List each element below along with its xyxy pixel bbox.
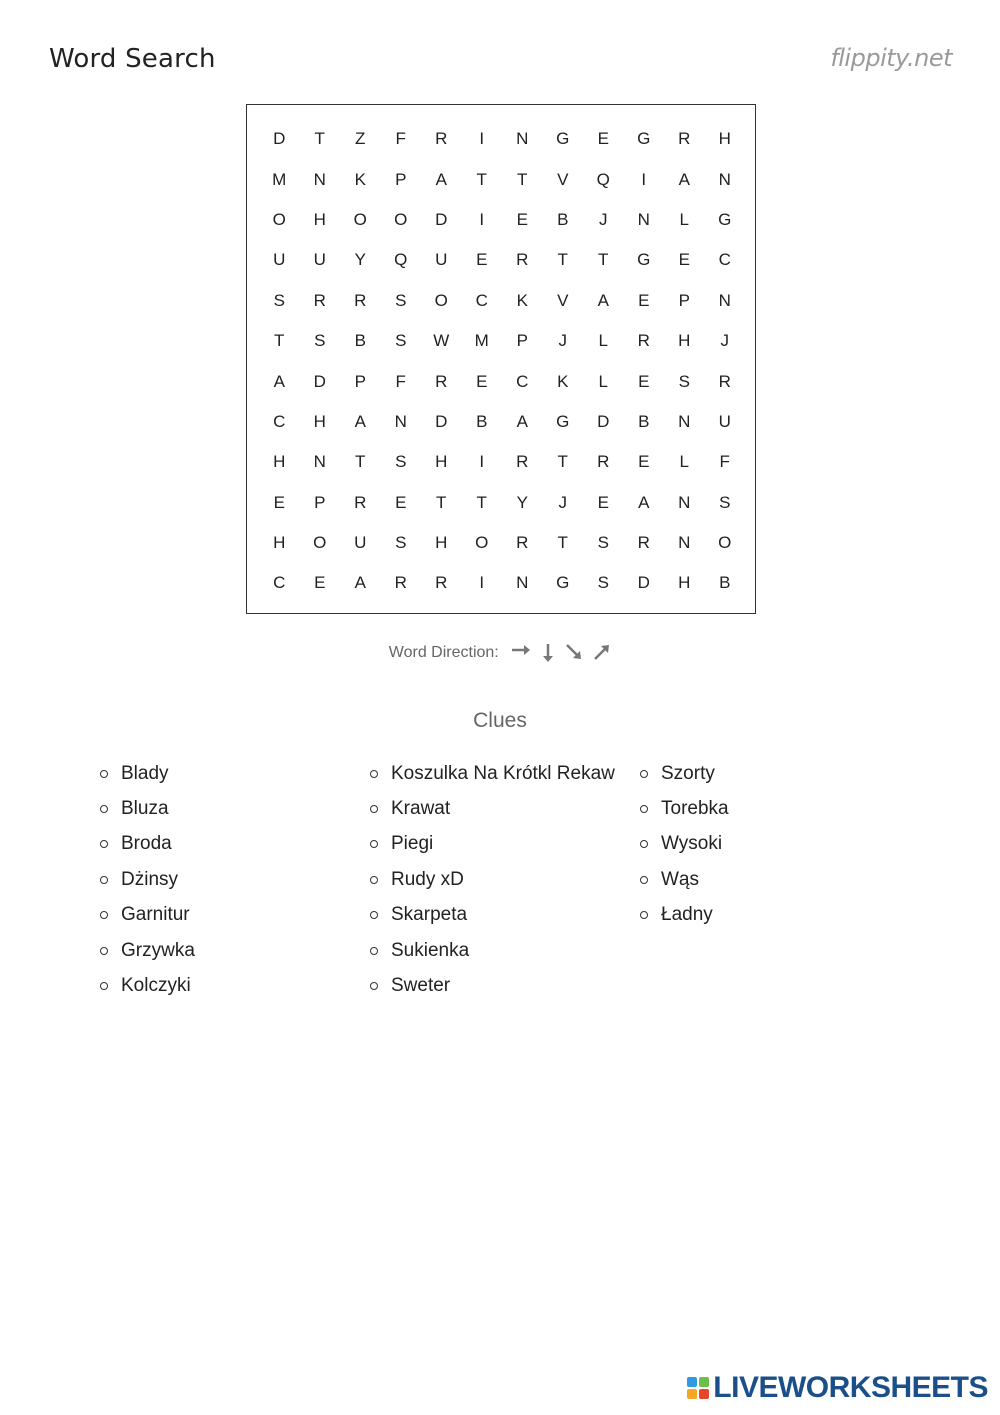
grid-letter[interactable]: T xyxy=(517,169,528,189)
grid-letter[interactable]: G xyxy=(556,129,570,149)
grid-letter[interactable]: D xyxy=(273,129,286,149)
grid-letter[interactable]: R xyxy=(516,452,529,472)
bullet-icon xyxy=(100,805,108,813)
flippity-logo: flippity.net xyxy=(830,44,952,72)
grid-letter[interactable]: N xyxy=(678,411,691,431)
grid-letter[interactable]: H xyxy=(273,533,286,553)
grid-letter[interactable]: R xyxy=(435,129,448,149)
grid-letter[interactable]: R xyxy=(354,492,367,512)
grid-letter[interactable]: R xyxy=(516,250,529,270)
grid-letter[interactable]: O xyxy=(313,533,327,553)
bullet-icon xyxy=(640,805,648,813)
clue-item xyxy=(640,791,729,826)
clue-text: Krawat xyxy=(391,798,451,820)
grid-letter[interactable]: D xyxy=(435,209,448,229)
grid-letter[interactable]: R xyxy=(516,533,529,553)
letter-grid xyxy=(246,104,756,614)
page-title: Word Search xyxy=(49,44,216,74)
grid-letter[interactable]: H xyxy=(678,573,691,593)
bullet-icon xyxy=(100,770,108,778)
bullet-icon xyxy=(100,982,108,990)
grid-letter[interactable]: S xyxy=(719,492,731,512)
grid-letter[interactable]: R xyxy=(354,290,367,310)
clue-item xyxy=(370,791,615,826)
grid-letter[interactable]: D xyxy=(435,411,448,431)
grid-letter[interactable]: A xyxy=(678,169,690,189)
grid-letter[interactable]: T xyxy=(436,492,447,512)
grid-letter[interactable]: G xyxy=(637,129,651,149)
grid-letter[interactable]: T xyxy=(557,250,568,270)
grid-letter[interactable]: T xyxy=(557,533,568,553)
grid-letter[interactable]: A xyxy=(516,411,528,431)
grid-letter[interactable]: S xyxy=(678,371,690,391)
grid-letter[interactable]: E xyxy=(678,250,690,270)
grid-letter[interactable]: H xyxy=(435,452,448,472)
arrow-up-right-icon xyxy=(593,643,611,661)
grid-letter[interactable]: U xyxy=(354,533,367,553)
grid-letter[interactable]: S xyxy=(597,533,609,553)
grid-letter[interactable]: O xyxy=(272,209,286,229)
grid-letter[interactable]: K xyxy=(354,169,366,189)
clue-text: Szorty xyxy=(661,762,715,784)
logo-square xyxy=(699,1377,709,1387)
grid-letter[interactable]: T xyxy=(314,129,325,149)
grid-letter[interactable]: B xyxy=(638,411,650,431)
clue-text: Broda xyxy=(121,833,172,855)
clue-item xyxy=(100,933,195,968)
logo-square xyxy=(699,1389,709,1399)
grid-letter[interactable]: M xyxy=(474,331,489,351)
bullet-icon xyxy=(100,876,108,884)
grid-letter[interactable]: R xyxy=(435,573,448,593)
clue-text: Grzywka xyxy=(121,939,195,961)
bullet-icon xyxy=(640,876,648,884)
word-direction xyxy=(0,643,1000,663)
clue-text: Bluza xyxy=(121,798,169,820)
grid-letter[interactable]: A xyxy=(273,371,285,391)
grid-letter[interactable]: I xyxy=(479,573,485,593)
grid-letter[interactable]: H xyxy=(435,533,448,553)
grid-letter[interactable]: A xyxy=(354,411,366,431)
grid-letter[interactable]: S xyxy=(395,452,407,472)
grid-letter[interactable]: J xyxy=(558,492,567,512)
grid-letter[interactable]: U xyxy=(313,250,326,270)
grid-letter[interactable]: S xyxy=(597,573,609,593)
bullet-icon xyxy=(370,840,378,848)
grid-letter[interactable]: D xyxy=(597,411,610,431)
grid-letter[interactable]: P xyxy=(314,492,326,512)
bullet-icon xyxy=(640,770,648,778)
clue-item xyxy=(100,827,195,862)
grid-letter[interactable]: R xyxy=(718,371,731,391)
grid-letter[interactable]: O xyxy=(353,209,367,229)
clue-text: Blady xyxy=(121,762,169,784)
clue-text: Rudy xD xyxy=(391,868,464,890)
clue-item xyxy=(640,862,729,897)
clue-item xyxy=(100,968,195,1003)
arrow-down-icon xyxy=(541,643,555,663)
grid-letter[interactable]: T xyxy=(476,169,487,189)
grid-letter[interactable]: H xyxy=(273,452,286,472)
bullet-icon xyxy=(370,805,378,813)
grid-letter[interactable]: E xyxy=(638,452,650,472)
clue-item xyxy=(100,862,195,897)
bullet-icon xyxy=(370,947,378,955)
grid-letter[interactable]: B xyxy=(719,573,731,593)
grid-letter[interactable]: G xyxy=(637,250,651,270)
grid-letter[interactable]: R xyxy=(435,371,448,391)
grid-letter[interactable]: H xyxy=(313,209,326,229)
clue-text: Piegi xyxy=(391,833,434,855)
grid-letter[interactable]: S xyxy=(314,331,326,351)
clue-text: Skarpeta xyxy=(391,904,468,926)
clue-item xyxy=(370,968,615,1003)
grid-letter[interactable]: U xyxy=(718,411,731,431)
clue-item xyxy=(370,756,615,791)
grid-letter[interactable]: N xyxy=(718,290,731,310)
grid-letter[interactable]: N xyxy=(718,169,731,189)
grid-letter[interactable]: N xyxy=(637,209,650,229)
grid-letter[interactable]: Y xyxy=(516,492,528,512)
grid-letter[interactable]: R xyxy=(678,129,691,149)
clue-text: Garnitur xyxy=(121,904,190,926)
grid-letter[interactable]: T xyxy=(598,250,609,270)
grid-letter[interactable]: M xyxy=(272,169,287,189)
grid-letter[interactable]: Y xyxy=(354,250,366,270)
grid-letter[interactable]: N xyxy=(678,492,691,512)
grid-letter[interactable]: E xyxy=(516,209,528,229)
clue-column-1 xyxy=(100,756,195,1004)
grid-letter[interactable]: D xyxy=(637,573,650,593)
grid-letter[interactable]: S xyxy=(395,331,407,351)
grid-letter[interactable]: V xyxy=(557,169,569,189)
grid-letter[interactable]: A xyxy=(435,169,447,189)
grid-letter[interactable]: C xyxy=(718,250,731,270)
grid-letter[interactable]: C xyxy=(273,573,286,593)
grid-letter[interactable]: I xyxy=(479,209,485,229)
grid-letter[interactable]: S xyxy=(395,290,407,310)
grid-letter[interactable]: Q xyxy=(596,169,610,189)
grid-letter[interactable]: R xyxy=(394,573,407,593)
grid-letter[interactable]: T xyxy=(355,452,366,472)
grid-letter[interactable]: F xyxy=(395,371,406,391)
grid-letter[interactable]: N xyxy=(516,129,529,149)
grid-letter[interactable]: B xyxy=(557,209,569,229)
grid-letter[interactable]: N xyxy=(313,169,326,189)
grid-letter[interactable]: W xyxy=(433,331,450,351)
grid-letter[interactable]: E xyxy=(395,492,407,512)
liveworksheets-text: LIVEWORKSHEETS xyxy=(713,1371,988,1404)
clue-item xyxy=(100,898,195,933)
grid-letter[interactable]: F xyxy=(719,452,730,472)
clue-text: Ładny xyxy=(661,904,713,926)
grid-letter[interactable]: A xyxy=(354,573,366,593)
grid-letter[interactable]: P xyxy=(678,290,690,310)
grid-letter[interactable]: T xyxy=(274,331,285,351)
grid-letter[interactable]: O xyxy=(475,533,489,553)
grid-letter[interactable]: R xyxy=(597,452,610,472)
grid-letter[interactable]: F xyxy=(395,129,406,149)
grid-letter[interactable]: O xyxy=(718,533,732,553)
bullet-icon xyxy=(100,840,108,848)
liveworksheets-logo xyxy=(687,1371,988,1405)
clue-item xyxy=(370,827,615,862)
grid-letter[interactable]: L xyxy=(598,331,608,351)
grid-letter[interactable]: N xyxy=(516,573,529,593)
bullet-icon xyxy=(640,911,648,919)
clue-text: Wąs xyxy=(661,868,699,890)
grid-letter[interactable]: P xyxy=(395,169,407,189)
clue-text: Dżinsy xyxy=(121,868,179,890)
grid-letter[interactable]: T xyxy=(557,452,568,472)
grid-letter[interactable]: B xyxy=(354,331,366,351)
grid-letter[interactable]: E xyxy=(476,371,488,391)
grid-letter[interactable]: R xyxy=(637,533,650,553)
clue-text: Kolczyki xyxy=(121,975,191,997)
grid-letter[interactable]: K xyxy=(557,371,569,391)
word-direction-label: Word Direction: xyxy=(388,644,499,662)
grid-letter[interactable]: R xyxy=(313,290,326,310)
clue-text: Torebka xyxy=(661,798,729,820)
grid-letter[interactable]: P xyxy=(354,371,366,391)
clue-text: Koszulka Na Krótkl Rekaw xyxy=(391,762,615,784)
grid-letter[interactable]: E xyxy=(597,492,609,512)
grid-letter[interactable]: V xyxy=(557,290,569,310)
grid-letter[interactable]: E xyxy=(638,371,650,391)
grid-letter[interactable]: E xyxy=(476,250,488,270)
grid-letter[interactable]: A xyxy=(638,492,650,512)
grid-letter[interactable]: J xyxy=(599,209,608,229)
clues-heading: Clues xyxy=(473,709,527,732)
grid-letter[interactable]: U xyxy=(273,250,286,270)
grid-letter[interactable]: S xyxy=(395,533,407,553)
grid-letter[interactable]: Z xyxy=(355,129,366,149)
grid-letter[interactable]: J xyxy=(558,331,567,351)
grid-letter[interactable]: C xyxy=(273,411,286,431)
grid-letter[interactable]: H xyxy=(718,129,731,149)
grid-letter[interactable]: D xyxy=(313,371,326,391)
bullet-icon xyxy=(370,982,378,990)
clue-item xyxy=(370,862,615,897)
clue-item xyxy=(640,898,729,933)
grid-letter[interactable]: E xyxy=(597,129,609,149)
bullet-icon xyxy=(370,911,378,919)
arrow-down-right-icon xyxy=(565,643,583,661)
grid-letter[interactable]: L xyxy=(679,452,689,472)
clue-item xyxy=(640,756,729,791)
clue-item xyxy=(370,933,615,968)
grid-letter[interactable]: H xyxy=(313,411,326,431)
arrow-right-icon xyxy=(511,643,531,657)
grid-letter[interactable]: C xyxy=(516,371,529,391)
grid-letter[interactable]: I xyxy=(479,452,485,472)
grid-letter[interactable]: L xyxy=(598,371,608,391)
grid-letter[interactable]: G xyxy=(556,573,570,593)
grid-letter[interactable]: J xyxy=(720,331,729,351)
bullet-icon xyxy=(370,876,378,884)
grid-letter[interactable]: A xyxy=(597,290,609,310)
clue-text: Wysoki xyxy=(661,833,723,855)
grid-letter[interactable]: C xyxy=(475,290,488,310)
clue-item xyxy=(100,791,195,826)
grid-letter[interactable]: I xyxy=(641,169,647,189)
grid-letter[interactable]: L xyxy=(679,209,689,229)
grid-letter[interactable]: N xyxy=(394,411,407,431)
clue-item xyxy=(370,898,615,933)
logo-square xyxy=(687,1377,697,1387)
grid-letter[interactable]: E xyxy=(638,290,650,310)
grid-letter[interactable]: B xyxy=(476,411,488,431)
grid-letter[interactable]: U xyxy=(435,250,448,270)
clue-text: Sukienka xyxy=(391,939,470,961)
grid-letter[interactable]: K xyxy=(516,290,528,310)
clue-column-2 xyxy=(370,756,615,1004)
grid-letter[interactable]: E xyxy=(314,573,326,593)
bullet-icon xyxy=(370,770,378,778)
clue-item xyxy=(100,756,195,791)
grid-letter[interactable]: Q xyxy=(394,250,408,270)
grid-letter[interactable]: R xyxy=(637,331,650,351)
grid-letter[interactable]: I xyxy=(479,129,485,149)
grid-letter[interactable]: P xyxy=(516,331,528,351)
clue-item xyxy=(640,827,729,862)
logo-square xyxy=(687,1389,697,1399)
liveworksheets-mark-icon xyxy=(687,1377,709,1399)
grid-letter[interactable]: N xyxy=(313,452,326,472)
grid-letter[interactable]: N xyxy=(678,533,691,553)
grid-letter[interactable]: O xyxy=(434,290,448,310)
clue-text: Sweter xyxy=(391,975,451,997)
bullet-icon xyxy=(100,911,108,919)
grid-letter[interactable]: H xyxy=(678,331,691,351)
grid-letter[interactable]: S xyxy=(273,290,285,310)
bullet-icon xyxy=(100,947,108,955)
clue-column-3 xyxy=(640,756,729,933)
grid-letter[interactable]: T xyxy=(476,492,487,512)
grid-letter[interactable]: E xyxy=(273,492,285,512)
grid-letter[interactable]: G xyxy=(556,411,570,431)
grid-letter[interactable]: O xyxy=(394,209,408,229)
bullet-icon xyxy=(640,840,648,848)
grid-letter[interactable]: G xyxy=(718,209,732,229)
